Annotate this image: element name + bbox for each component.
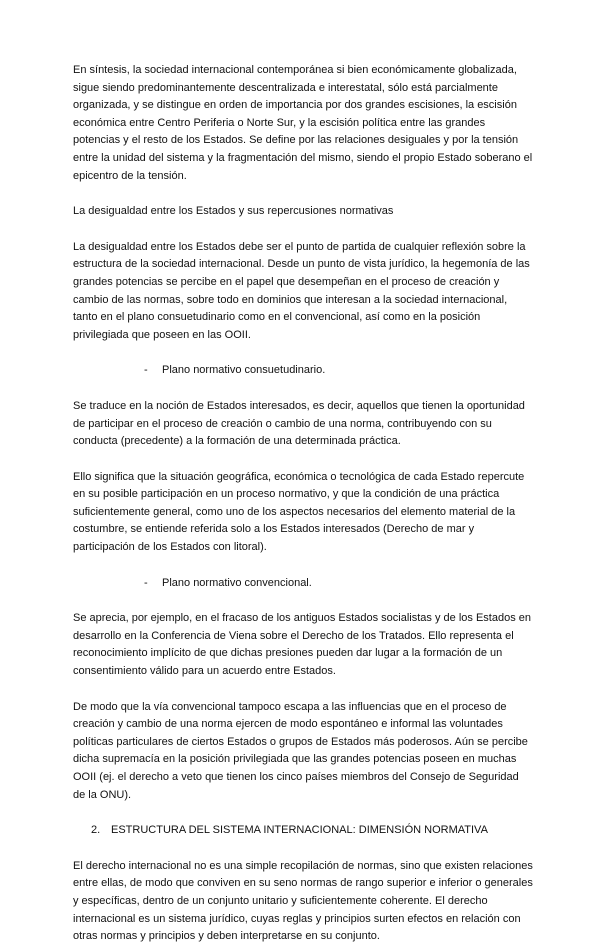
paragraph-situacion-geografica: Ello significa que la situación geográfica, económica o tecnológica de cada Estado repercute en su posible participación en un proceso normativo, y que la condición de una práctica suficientemente general, como uno de los aspectos necesarios del elemento material de la costumbre, se entiende referida solo a los Estados interesados (Derecho de mar y participación de los Estados con litoral). bbox=[73, 470, 525, 554]
paragraph-synthesis: En síntesis, la sociedad internacional contemporánea si bien económicamente globalizada, sigue siendo predominantemente descentralizada e interestatal, sólo está parcialmente organizada, y se distingue en orden de importancia por dos grandes escisiones, la escisión económica entre Centro Periferia o Norte Sur, y la escisión política entre las grandes potencias y el resto de los Estados. Se define por las relaciones desiguales y por la tensión entre la unidad del sistema y la fragmentación del mismo, siendo el propio Estado soberano el epicentro de la tensión. bbox=[73, 64, 533, 182]
paragraph-desigualdad: La desigualdad entre los Estados debe ser el punto de partida de cualquier reflexión sobre la estructura de la sociedad internacional. Desde un punto de vista jurídico, la hegemonía de las grandes potencias se percibe en el papel que desempeñan en el proceso de creación y cambio de las normas, sobre todo en dominios que interesan a la sociedad internacional, tanto en el plano consuetudinario como en el convencional, así como en la posición privilegiada que poseen en las OOII. bbox=[73, 240, 530, 341]
subheading-desigualdad: La desigualdad entre los Estados y sus repercusiones normativas bbox=[73, 205, 394, 218]
paragraph-via-convencional: De modo que la vía convencional tampoco escapa a las influencias que en el proceso de creación y cambio de una norma ejercen de modo espontáneo e informal las voluntades políticas particulares de ciertos Estados o grupos de Estados más poderosos. Aún se percibe dicha supremacía en la posición privilegiada que las grandes potencias poseen en muchas OOII (ej. el derecho a veto que tienen los cinco países miembros del Consejo de Seguridad de la ONU). bbox=[73, 700, 528, 801]
document-page bbox=[73, 62, 533, 946]
section-number: 2. bbox=[91, 824, 101, 837]
bullet-convencional bbox=[73, 575, 533, 593]
section-heading-estructura bbox=[73, 822, 533, 840]
bullet-consuetudinario bbox=[73, 362, 533, 380]
bullet-text: Plano normativo consuetudinario. bbox=[162, 364, 326, 377]
bullet-dash: - bbox=[144, 576, 148, 589]
paragraph-estados-interesados: Se traduce en la noción de Estados interesados, es decir, aquellos que tienen la oportunidad de participar en el proceso de creación o cambio de una norma, contribuyendo con su conducta (precedente) a la formación de una determinada práctica. bbox=[73, 399, 525, 448]
paragraph-viena: Se aprecia, por ejemplo, en el fracaso de los antiguos Estados socialistas y de los Estados en desarrollo en la Conferencia de Viena sobre el Derecho de los Tratados. Ello representa el reconocimiento implícito de que dichas presiones pueden dar lugar a la formación de un consentimiento válido para un acuerdo entre Estados. bbox=[73, 612, 531, 678]
section-title: ESTRUCTURA DEL SISTEMA INTERNACIONAL: DIMENSIÓN NORMATIVA bbox=[111, 824, 488, 837]
bullet-text: Plano normativo convencional. bbox=[162, 576, 312, 589]
paragraph-derecho-internacional: El derecho internacional no es una simple recopilación de normas, sino que existen relaciones entre ellas, de modo que conviven en su seno normas de rango superior e inferior o generales y específicas, dentro de un conjunto unitario y suficientemente coherente. El derecho internacional es un sistema jurídico, cuyas reglas y principios surten efectos en relación con otras normas y principios y deben interpretarse en su conjunto. bbox=[73, 859, 533, 943]
bullet-dash: - bbox=[144, 364, 148, 377]
